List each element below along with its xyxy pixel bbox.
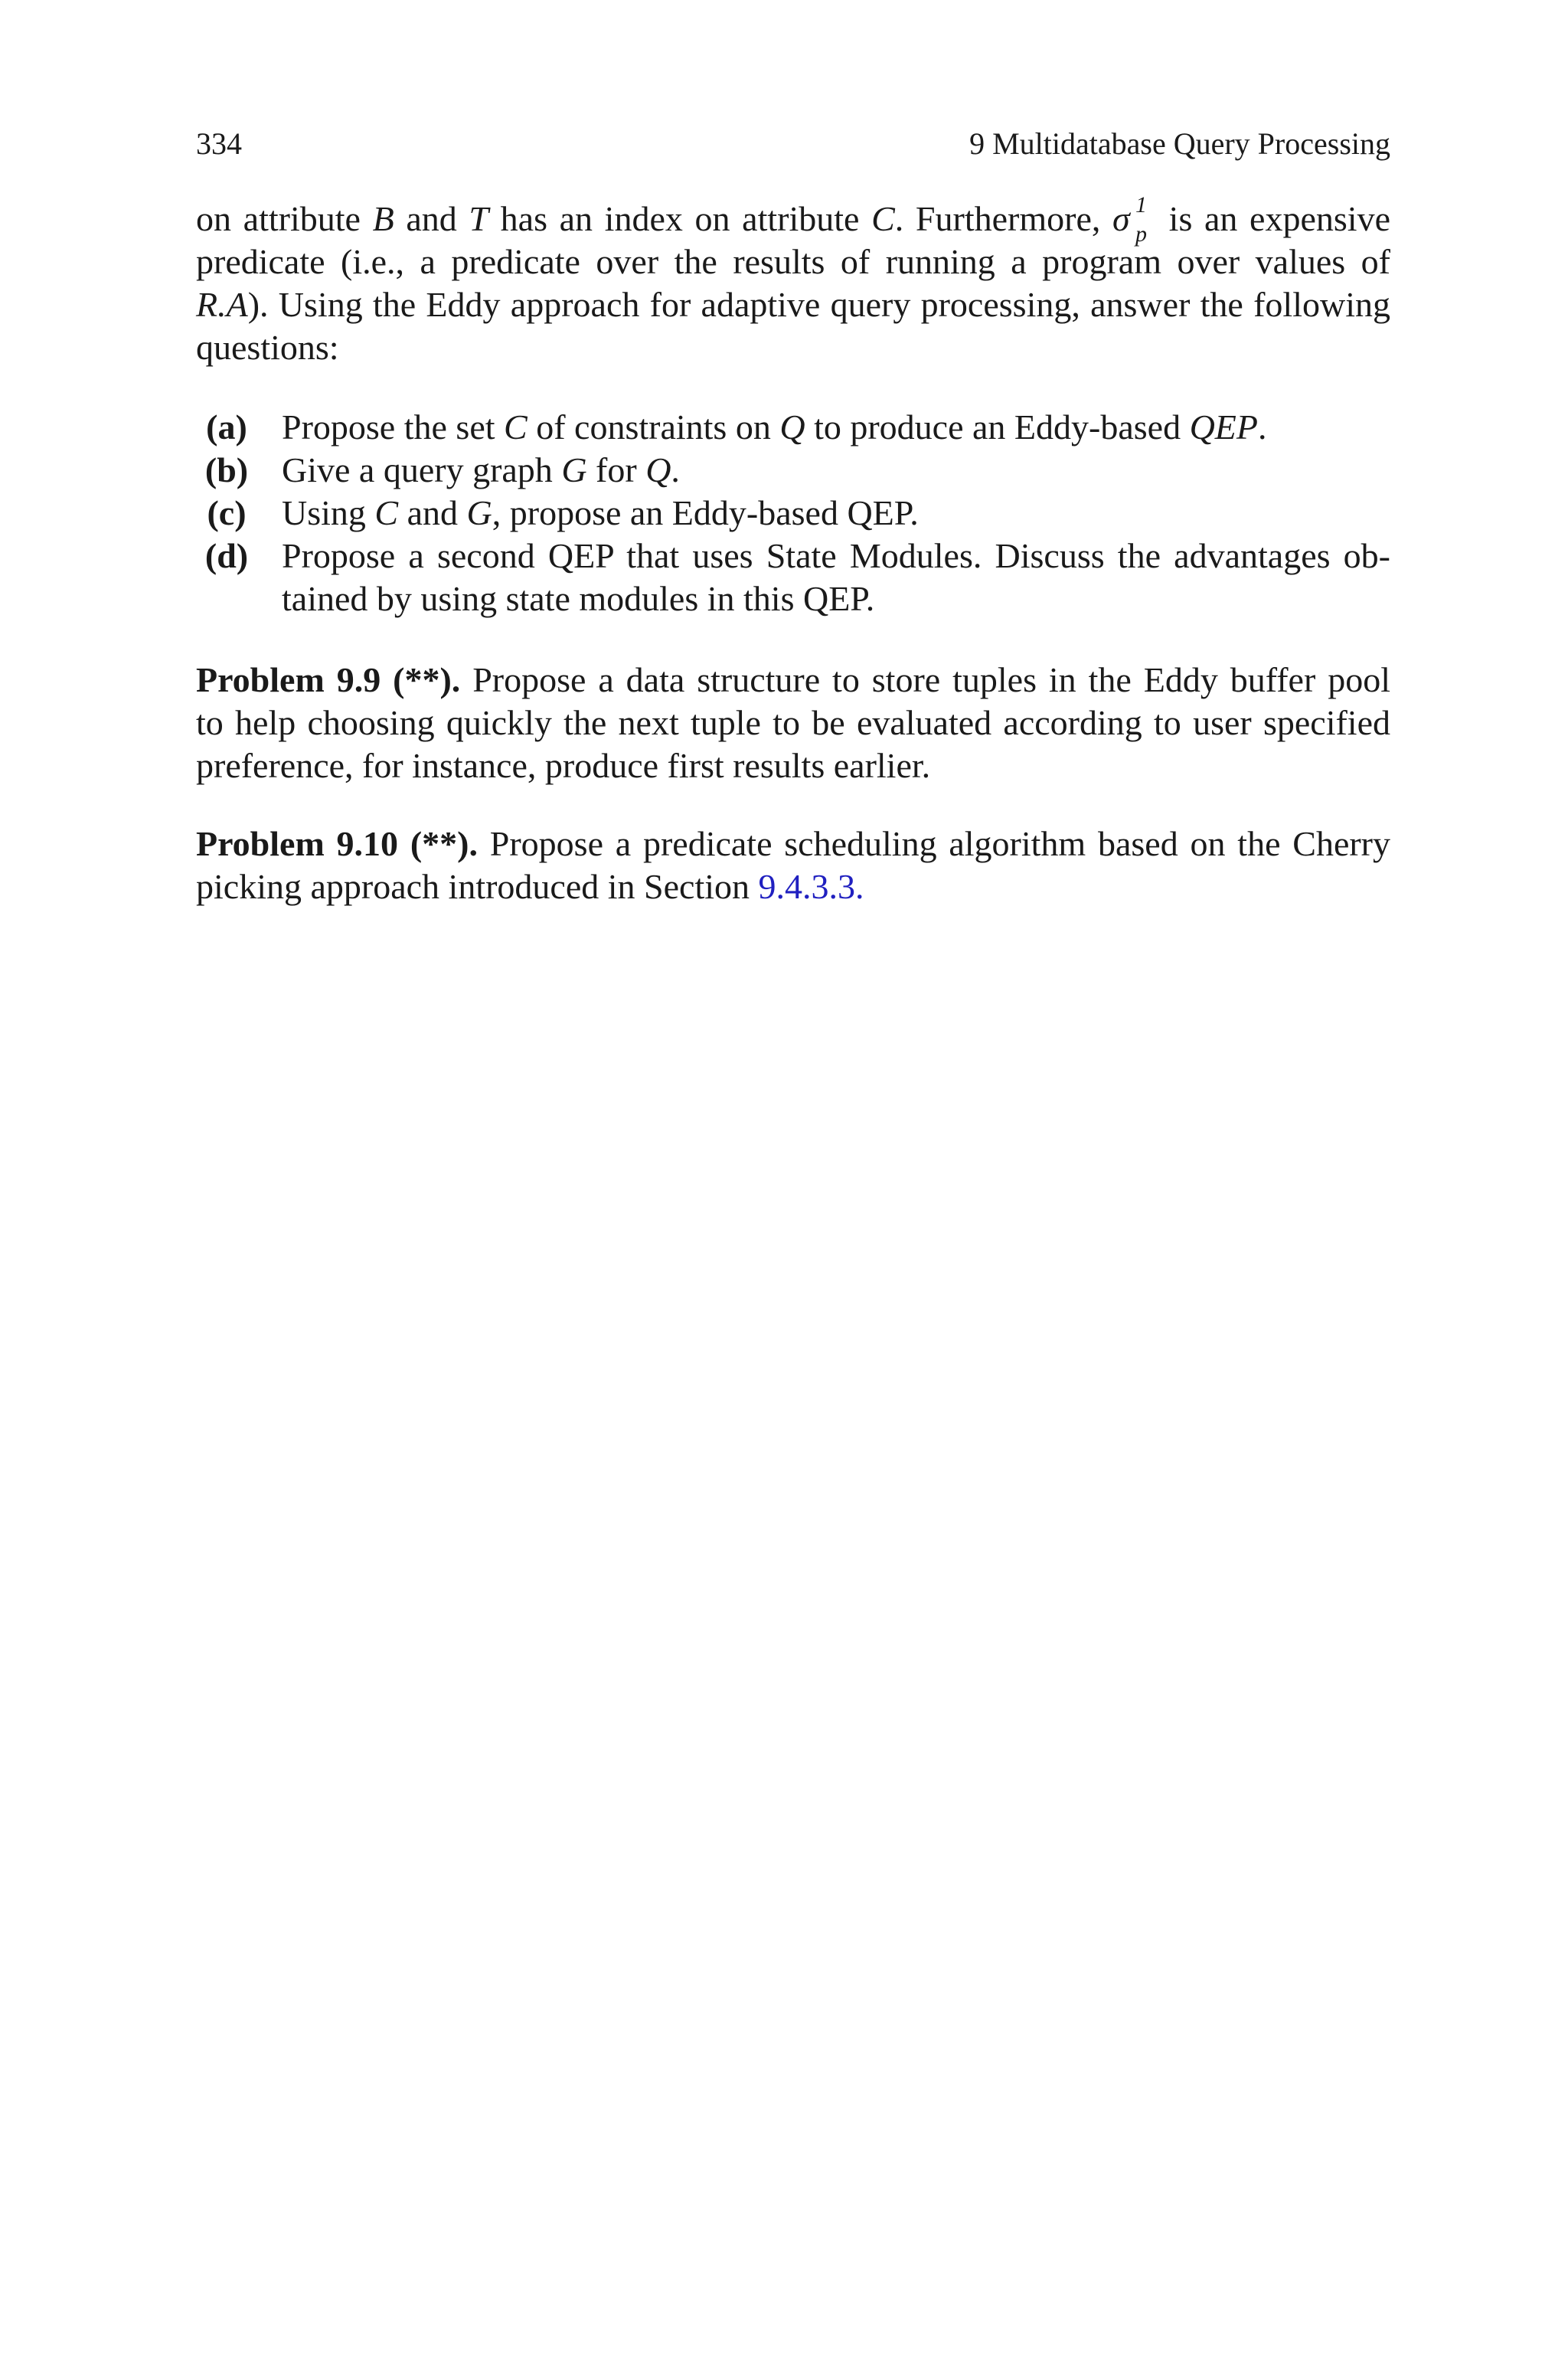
question-d: (d) Propose a second QEP that uses State Modules. Discuss the advantages ob- tained by using state modules in this QEP.	[196, 535, 1390, 620]
question-c: (c) Using C and G, propose an Eddy-based QEP.	[196, 492, 1390, 535]
problem-9-9: Problem 9.9 (**). Propose a data structure to store tuples in the Eddy buffer pool to help choosing quickly the next tuple to be evaluated according to user specified preference, for instance, produce first results earlier.	[196, 660, 1390, 785]
page-header	[196, 123, 1390, 165]
question-list	[196, 406, 1390, 620]
problem-title: Problem 9.9 (**).	[196, 660, 461, 699]
intro-line-2: predicate (i.e., a predicate over the results of running a program over values of	[196, 242, 1390, 281]
question-label: (b)	[204, 450, 249, 489]
question-label: (d)	[204, 536, 249, 575]
intro-paragraph	[196, 192, 1390, 369]
question-a: (a) Propose the set C of constraints on Q to produce an Eddy-based QEP.	[196, 406, 1390, 449]
intro-line-3: R.A). Using the Eddy approach for adaptive query processing, answer the following	[196, 285, 1390, 324]
running-head: 9 Multidatabase Query Processing	[969, 126, 1390, 161]
intro-line-4: questions:	[196, 328, 339, 367]
sigma-symbol: σ 1 p	[1112, 192, 1148, 247]
question-label: (a)	[206, 407, 247, 446]
question-b: (b) Give a query graph G for Q.	[196, 449, 1390, 492]
section-link[interactable]: 9.4.3.3.	[758, 867, 864, 906]
problem-9-10: Problem 9.10 (**). Propose a predicate scheduling algorithm based on the Cherry picking approach introduced in Section 9.4.3.3.	[196, 824, 1390, 906]
question-label: (c)	[207, 493, 247, 532]
page-number: 334	[196, 126, 242, 161]
problem-title: Problem 9.10 (**).	[196, 824, 478, 863]
intro-line-1: on attribute B and T has an index on attribute C. Furthermore, σ 1 p is an expensive	[196, 192, 1390, 247]
